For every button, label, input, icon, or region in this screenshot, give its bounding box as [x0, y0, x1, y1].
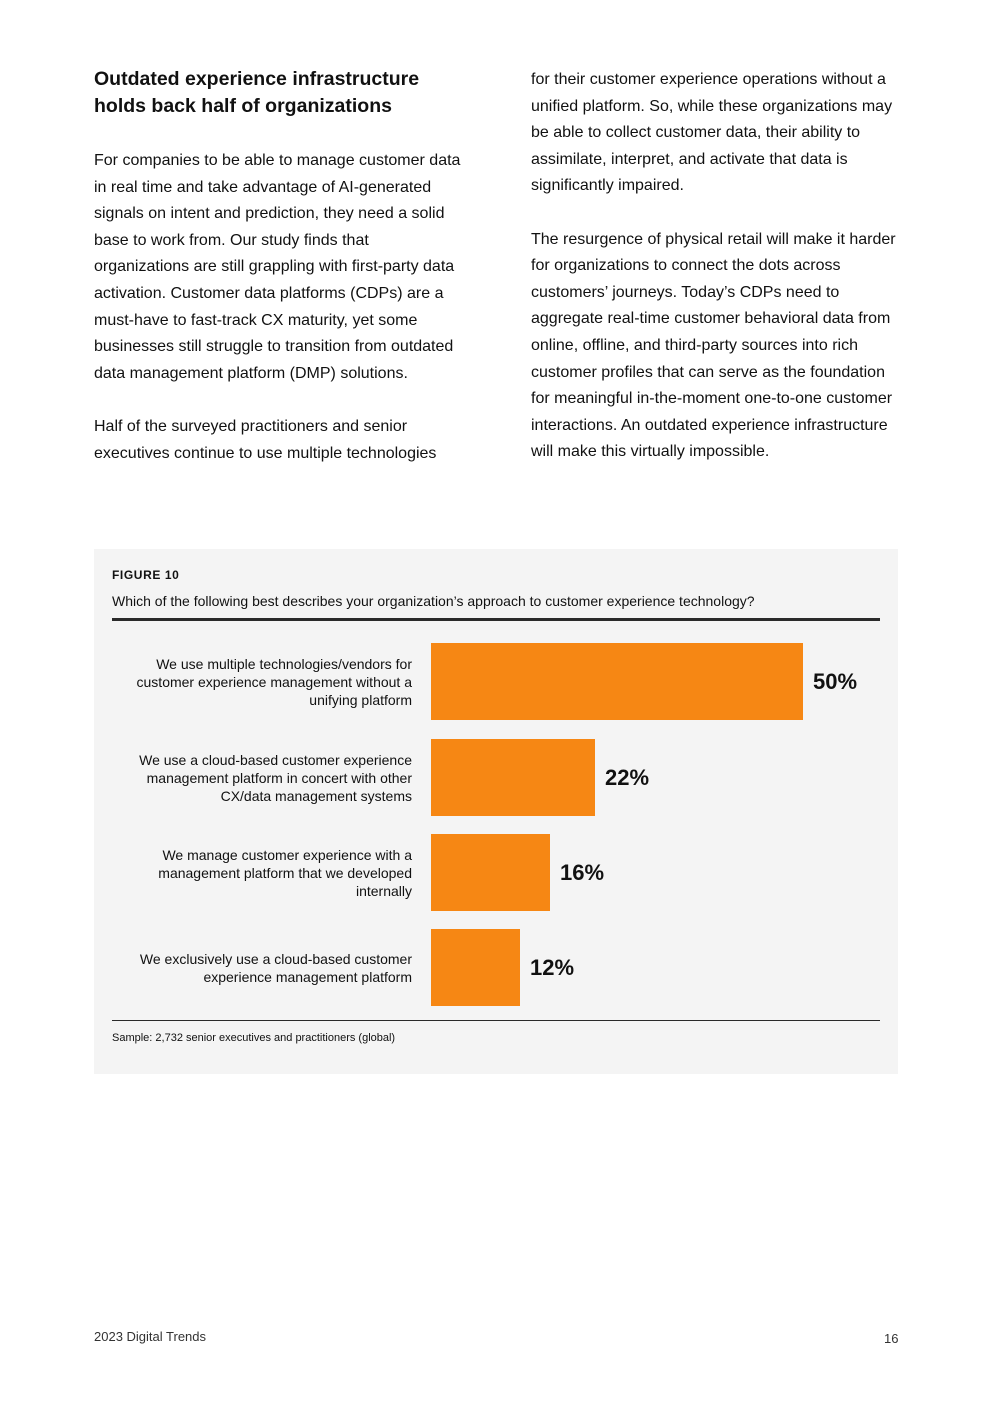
bar — [431, 643, 803, 720]
bar-category-label: We manage customer experience with a management platform that we developed internally — [158, 846, 412, 899]
figure-top-rule — [112, 618, 880, 621]
bar-row — [94, 834, 898, 911]
bar-category-label: We exclusively use a cloud-based customer experience management platform — [139, 950, 412, 985]
left-column — [94, 66, 466, 494]
bar-value-label: 16% — [560, 859, 605, 885]
body-paragraph: Half of the surveyed practitioners and senior executives continue to use multiple technologies — [94, 417, 437, 462]
figure-bottom-rule — [112, 1020, 880, 1021]
footer-publication: 2023 Digital Trends — [94, 1329, 207, 1344]
bar-category-label: We use a cloud-based customer experience management platform in concert with other CX/data management systems — [139, 751, 412, 804]
section-heading: Outdated experience infrastructure holds back half of organizations — [94, 68, 420, 117]
bar-category-label: We use multiple technologies/vendors for customer experience management without a unifying platform — [136, 655, 412, 708]
bar-value-label: 50% — [813, 668, 858, 694]
footer-page-number: 16 — [884, 1331, 899, 1346]
body-paragraph: for their customer experience operations without a unified platform. So, while these organizations may be able to collect customer data, their ability to assimilate, interpret, and activate that data is significantly impaired. — [531, 71, 893, 195]
bar — [431, 834, 550, 911]
bar-row — [94, 929, 898, 1006]
figure-sample-note: Sample: 2,732 senior executives and practitioners (global) — [112, 1032, 396, 1044]
bar-value-label: 22% — [605, 764, 650, 790]
right-column — [531, 67, 903, 493]
body-paragraph: For companies to be able to manage customer data in real time and take advantage of AI-generated signals on intent and prediction, they need a solid base to work from. Our study finds that organizations are still grappling with first-party data activation. Customer data platforms (CDPs) are a must-have to fast-track CX maturity, yet some businesses still struggle to transition from outdated data management platform (DMP) solutions. — [94, 152, 461, 382]
figure-question: Which of the following best describes your organization’s approach to customer experience technology? — [112, 593, 755, 609]
figure-label: FIGURE 10 — [112, 568, 180, 582]
bar-value-label: 12% — [530, 954, 575, 980]
bar-row — [94, 739, 898, 816]
bar-row — [94, 643, 898, 720]
bar — [431, 739, 595, 816]
figure-panel — [94, 549, 898, 1074]
bar — [431, 929, 520, 1006]
body-paragraph: The resurgence of physical retail will make it harder for organizations to connect the dots across customers’ journeys. Today’s CDPs need to aggregate real-time customer behavioral data from online, offline, and third-party sources into rich customer profiles that can serve as the foundation for meaningful in-the-moment one-to-one customer interactions. An outdated experience infrastructure will make this virtually impossible. — [531, 230, 896, 461]
